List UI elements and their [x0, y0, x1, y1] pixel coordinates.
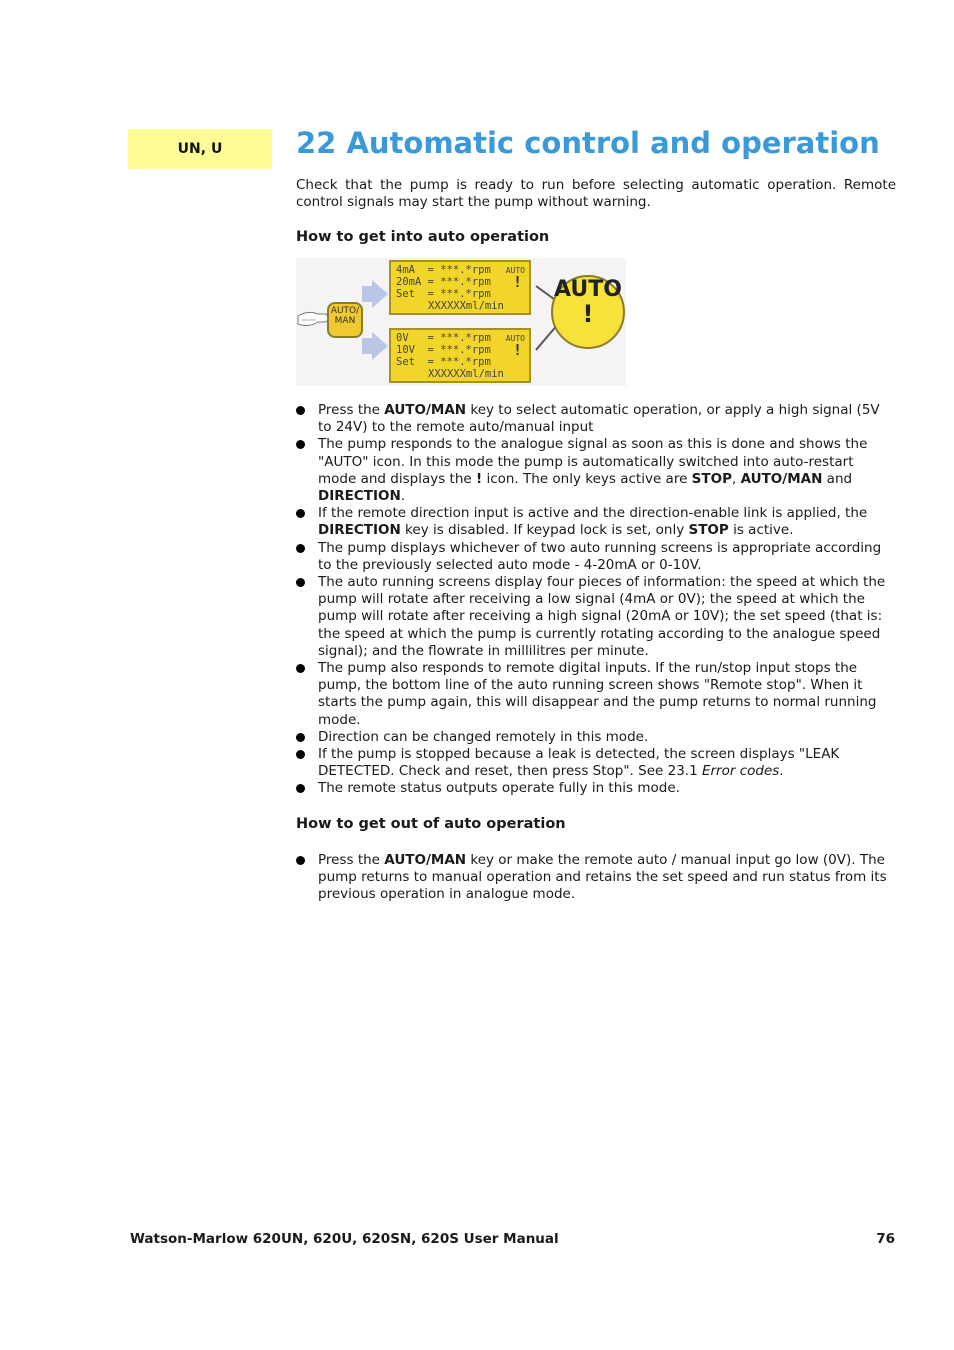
lcd-line: Set = ***.*rpm	[396, 356, 491, 368]
bullet-text: Press the	[318, 402, 385, 418]
lcd-screen-current	[389, 260, 531, 315]
key-label-line1: AUTO/	[330, 306, 360, 316]
auto-badge-icon	[553, 278, 623, 326]
lcd-flow-line: XXXXXXml/min	[428, 300, 504, 312]
section-heading-into: How to get into auto operation	[296, 229, 550, 245]
bullet-list-out	[296, 852, 896, 904]
intro-paragraph: Check that the pump is ready to run before selecting automatic operation. Remote control signals may start the pump without warning.	[296, 177, 896, 210]
lcd-line: 0V = ***.*rpm	[396, 332, 491, 344]
footer-manual-title: Watson-Marlow 620UN, 620U, 620SN, 620S User Manual	[130, 1231, 559, 1247]
bullet-text: .	[400, 488, 406, 505]
key-label-line2: MAN	[334, 316, 356, 326]
bullet-text: ,	[731, 470, 741, 487]
bullet-item	[296, 402, 896, 436]
lcd-screen-voltage	[389, 328, 531, 383]
bullet-text: The pump also responds to remote digital inputs. If the run/stop input stops the pump, the bottom line of the auto running screen shows "Remote stop". When it starts the pump again, this will disappear and the pump returns to normal running mode.	[318, 660, 877, 728]
bullet-text: The auto running screens display four pieces of information: the speed at which the pump will rotate after receiving a low signal (4mA or 0V); the speed at which the pump will rotate after receiving a high signal (20mA or 10V); the set speed (that is: the speed at which the pump is currently rotating according to the analogue speed signal); and the flowrate in millilitres per minute.	[318, 574, 886, 659]
lcd-restart-indicator: !	[512, 341, 522, 359]
model-tag	[128, 129, 272, 169]
bullet-text: is active.	[728, 522, 794, 539]
bullet-text: The pump displays whichever of two auto running screens is appropriate according to the previously selected auto mode - 4-20mA or 0-10V.	[318, 539, 882, 573]
bullet-item	[296, 540, 896, 574]
bullet-item	[296, 660, 896, 729]
bullet-text: key or make the remote auto / manual input go low (0V). The pump returns to manual operation and retains the set speed and run status from its previous operation in analogue mode.	[318, 852, 887, 903]
auto-badge-bang: !	[582, 300, 594, 328]
key-name: DIRECTION	[318, 522, 401, 539]
page-title: 22 Automatic control and operation	[296, 126, 880, 160]
key-name: DIRECTION	[318, 488, 401, 505]
bullet-text: If the remote direction input is active and the direction-enable link is applied, the	[318, 505, 868, 522]
bullet-text: key is disabled. If keypad lock is set, only	[400, 522, 689, 539]
bullet-item	[296, 852, 896, 904]
lcd-restart-indicator: !	[512, 273, 522, 291]
lcd-line: 4mA = ***.*rpm	[396, 264, 491, 276]
lcd-auto-indicator: AUTO	[505, 266, 525, 275]
bullet-item	[296, 746, 896, 780]
bullet-item	[296, 505, 896, 539]
bullet-text: and	[822, 470, 853, 487]
bullet-item	[296, 780, 896, 797]
bullet-text: icon. The only keys active are	[482, 470, 692, 487]
lcd-line: 10V = ***.*rpm	[396, 344, 491, 356]
lcd-auto-indicator: AUTO	[505, 334, 525, 343]
bullet-text: Direction can be changed remotely in this mode.	[318, 728, 649, 745]
bullet-list-into	[296, 402, 896, 798]
footer-page-number: 76	[876, 1231, 895, 1247]
cross-reference: Error codes	[701, 763, 780, 780]
bullet-text: The remote status outputs operate fully in this mode.	[318, 780, 680, 797]
key-name: !	[475, 470, 483, 487]
key-name: STOP	[688, 522, 729, 539]
bullet-text: Press the	[318, 852, 385, 868]
model-tag-label: UN, U	[177, 141, 223, 157]
auto-man-key-label	[330, 306, 360, 326]
section-heading-out: How to get out of auto operation	[296, 816, 566, 832]
bullet-item	[296, 729, 896, 746]
auto-badge-text: AUTO	[554, 277, 622, 302]
key-name: STOP	[691, 470, 732, 487]
lcd-line: Set = ***.*rpm	[396, 288, 491, 300]
key-name: AUTO/MAN	[384, 852, 467, 868]
key-name: AUTO/MAN	[740, 470, 823, 487]
bullet-text: .	[779, 763, 784, 780]
key-name: AUTO/MAN	[384, 402, 467, 418]
lcd-line: 20mA = ***.*rpm	[396, 276, 491, 288]
bullet-text: If the pump is stopped because a leak is detected, the screen displays "LEAK DETECTED. Check and reset, then press Stop". See 23.1	[318, 746, 840, 780]
bullet-item	[296, 436, 896, 505]
lcd-flow-line: XXXXXXml/min	[428, 368, 504, 380]
bullet-text: The pump responds to the analogue signal as soon as this is done and shows the "AUTO" icon. In this mode the pump is automatically switched into auto-restart mode and displays the	[318, 436, 868, 487]
bullet-item	[296, 574, 896, 660]
bullet-text: key to select automatic operation, or apply a high signal (5V to 24V) to the remote auto/manual input	[318, 402, 880, 436]
